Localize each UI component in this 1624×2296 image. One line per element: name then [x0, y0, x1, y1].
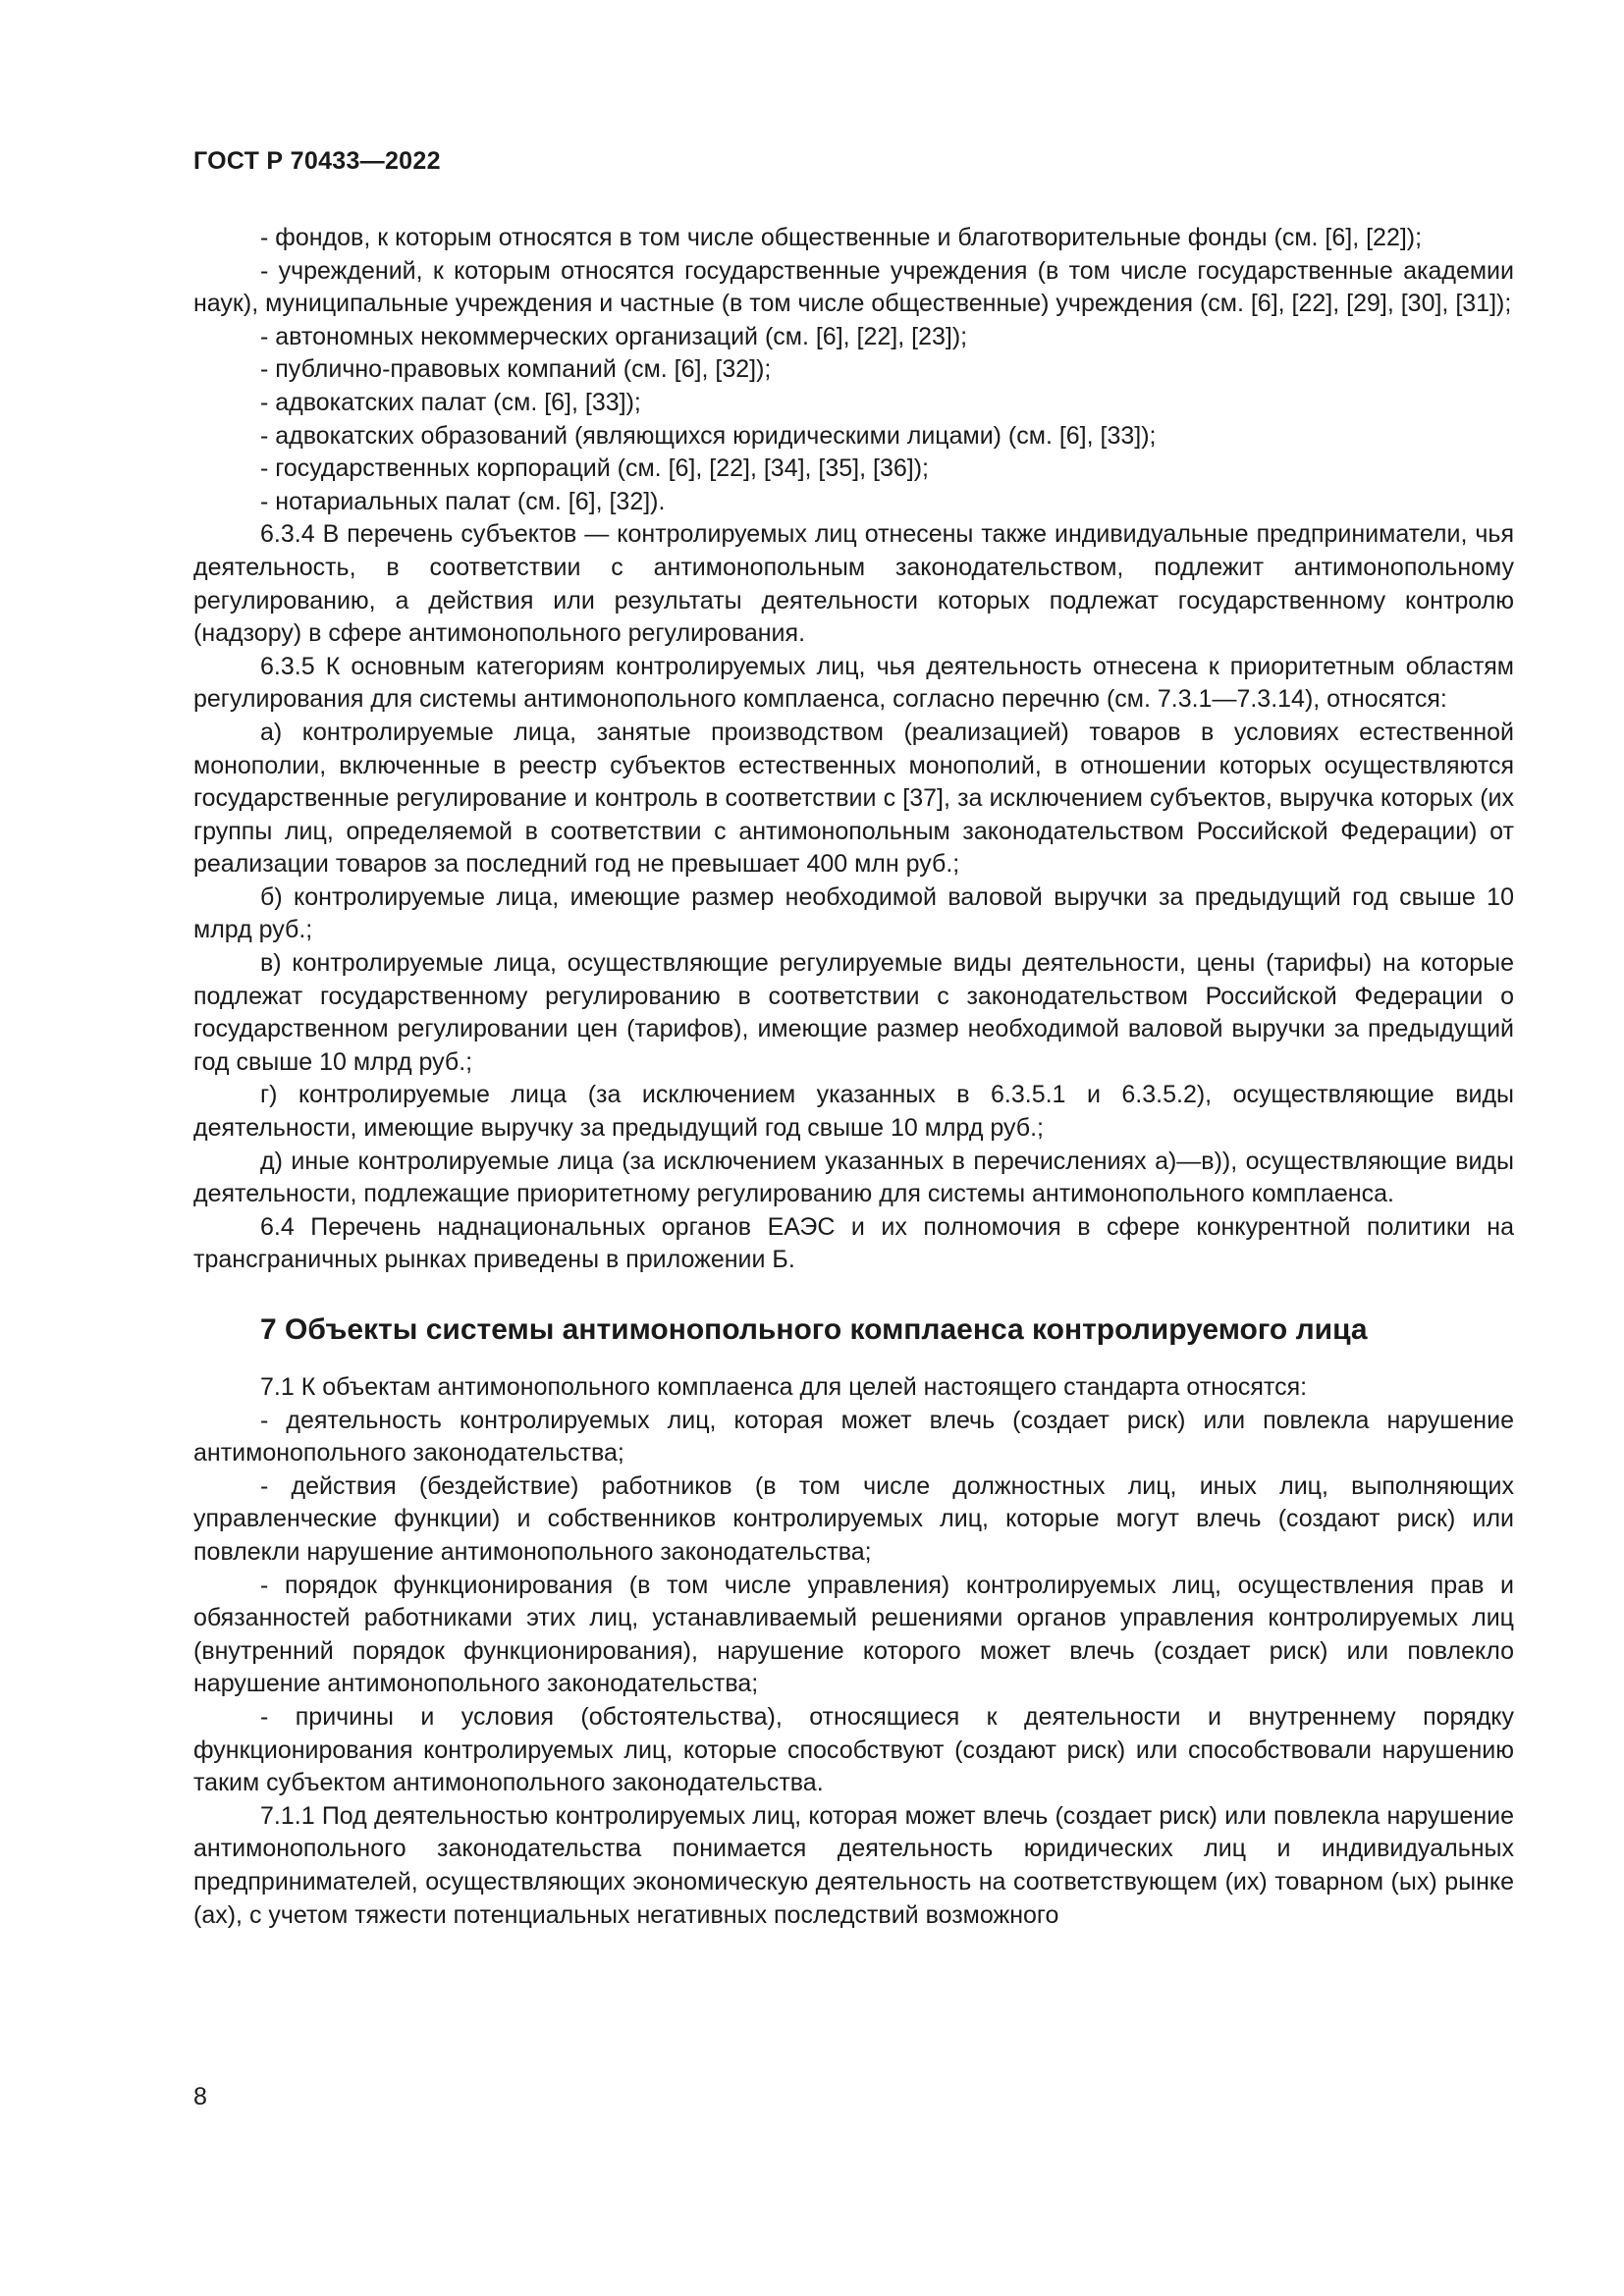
- paragraph: 6.3.4 В перечень субъектов — контролируемых лиц отнесены также индивидуальные предприниматели, чья деятельность, в соответствии с антимонопольным законодательством, подлежит антимонопольному регулированию, а действия или результаты деятельности которых подлежат государственному контролю (надзору) в сфере антимонопольного регулирования.: [193, 520, 1514, 648]
- section-title: 7 Объекты системы антимонопольного комплаенса контролируемого лица: [260, 1313, 1368, 1346]
- paragraph: д) иные контролируемые лица (за исключением указанных в перечислениях а)—в)), осуществляющие виды деятельности, подлежащие приоритетному регулированию для системы антимонопольного комплаенса.: [193, 1147, 1514, 1208]
- paragraph: - причины и условия (обстоятельства), относящиеся к деятельности и внутреннему порядку функционирования контролируемых лиц, которые способствуют (создают риск) или способствовали нарушению таким субъектом антимонопольного законодательства.: [193, 1702, 1514, 1797]
- paragraph: а) контролируемые лица, занятые производством (реализацией) товаров в условиях естественной монополии, включенные в реестр субъектов естественных монополий, в отношении которых осуществляются государственные регулирование и контроль в соответствии с [37], за исключением субъектов, выручка которых (их группы лиц, определяемой в соответствии с антимонопольным законодательством Российской Федерации) от реализации товаров за последний год не превышает 400 млн руб.;: [193, 718, 1514, 879]
- paragraph: в) контролируемые лица, осуществляющие регулируемые виды деятельности, цены (тарифы) на которые подлежат государственному регулированию в соответствии с законодательством Российской Федерации о государственном регулировании цен (тарифов), имеющие размер необходимой валовой выручки за предыдущий год свыше 10 млрд руб.;: [193, 949, 1514, 1076]
- spacer: [193, 1350, 1514, 1371]
- paragraph: 7.1 К объектам антимонопольного комплаенса для целей настоящего стандарта относятся:: [260, 1373, 1308, 1401]
- page-number: 8: [193, 2083, 207, 2110]
- paragraph: - публично-правовых компаний (см. [6], [32]);: [260, 355, 772, 384]
- paragraph: - автономных некоммерческих организаций (см. [6], [22], [23]);: [260, 322, 968, 350]
- paragraph: - адвокатских образований (являющихся юридическими лицами) (см. [6], [33]);: [260, 421, 1157, 450]
- paragraph: б) контролируемые лица, имеющие размер необходимой валовой выручки за предыдущий год свыше 10 млрд руб.;: [193, 882, 1514, 944]
- paragraph: 6.3.5 К основным категориям контролируемых лиц, чья деятельность отнесена к приоритетным областям регулирования для системы антимонопольного комплаенса, согласно перечню (см. 7.3.1—7.3.14), относятся:: [193, 652, 1514, 714]
- document-body: [193, 222, 1514, 1932]
- spacer: [193, 1277, 1514, 1310]
- document-header: ГОСТ Р 70433—2022: [193, 147, 441, 175]
- paragraph: - действия (бездействие) работников (в том числе должностных лиц, иных лиц, выполняющих управленческие функции) и собственников контролируемых лиц, которые могут влечь (создают риск) или повлекли нарушение антимонопольного законодательства;: [193, 1471, 1514, 1566]
- paragraph: г) контролируемые лица (за исключением указанных в 6.3.5.1 и 6.3.5.2), осуществляющие виды деятельности, имеющие выручку за предыдущий год свыше 10 млрд руб.;: [193, 1081, 1514, 1143]
- paragraph: - фондов, к которым относятся в том числе общественные и благотворительные фонды (см. [6], [22]);: [260, 224, 1423, 251]
- paragraph: - государственных корпораций (см. [6], [22], [34], [35], [36]);: [260, 454, 929, 483]
- paragraph: 6.4 Перечень наднациональных органов ЕАЭС и их полномочия в сфере конкурентной политики на трансграничных рынках приведены в приложении Б.: [193, 1212, 1514, 1274]
- paragraph: - адвокатских палат (см. [6], [33]);: [260, 388, 641, 416]
- paragraph: - порядок функционирования (в том числе управления) контролируемых лиц, осуществления прав и обязанностей работниками этих лиц, устанавливаемый решениями органов управления контролируемых лиц (внутренний порядок функционирования), нарушение которого может влечь (создает риск) или повлекло нарушение антимонопольного законодательства;: [193, 1571, 1514, 1698]
- paragraph: - учреждений, к которым относятся государственные учреждения (в том числе государственные академии наук), муниципальные учреждения и частные (в том числе общественные) учреждения (см. [6], [22], [29], [30], [31]);: [193, 256, 1514, 318]
- paragraph: - деятельность контролируемых лиц, которая может влечь (создает риск) или повлекла нарушение антимонопольного законодательства;: [193, 1406, 1514, 1468]
- paragraph: - нотариальных палат (см. [6], [32]).: [260, 487, 666, 515]
- paragraph: 7.1.1 Под деятельностью контролируемых лиц, которая может влечь (создает риск) или повлекла нарушение антимонопольного законодательства понимается деятельность юридических лиц и индивидуальных предпринимателей, осуществляющих экономическую деятельность на соответствующем (их) товарном (ых) рынке (ах), с учетом тяжести потенциальных негативных последствий возможного: [193, 1801, 1514, 1929]
